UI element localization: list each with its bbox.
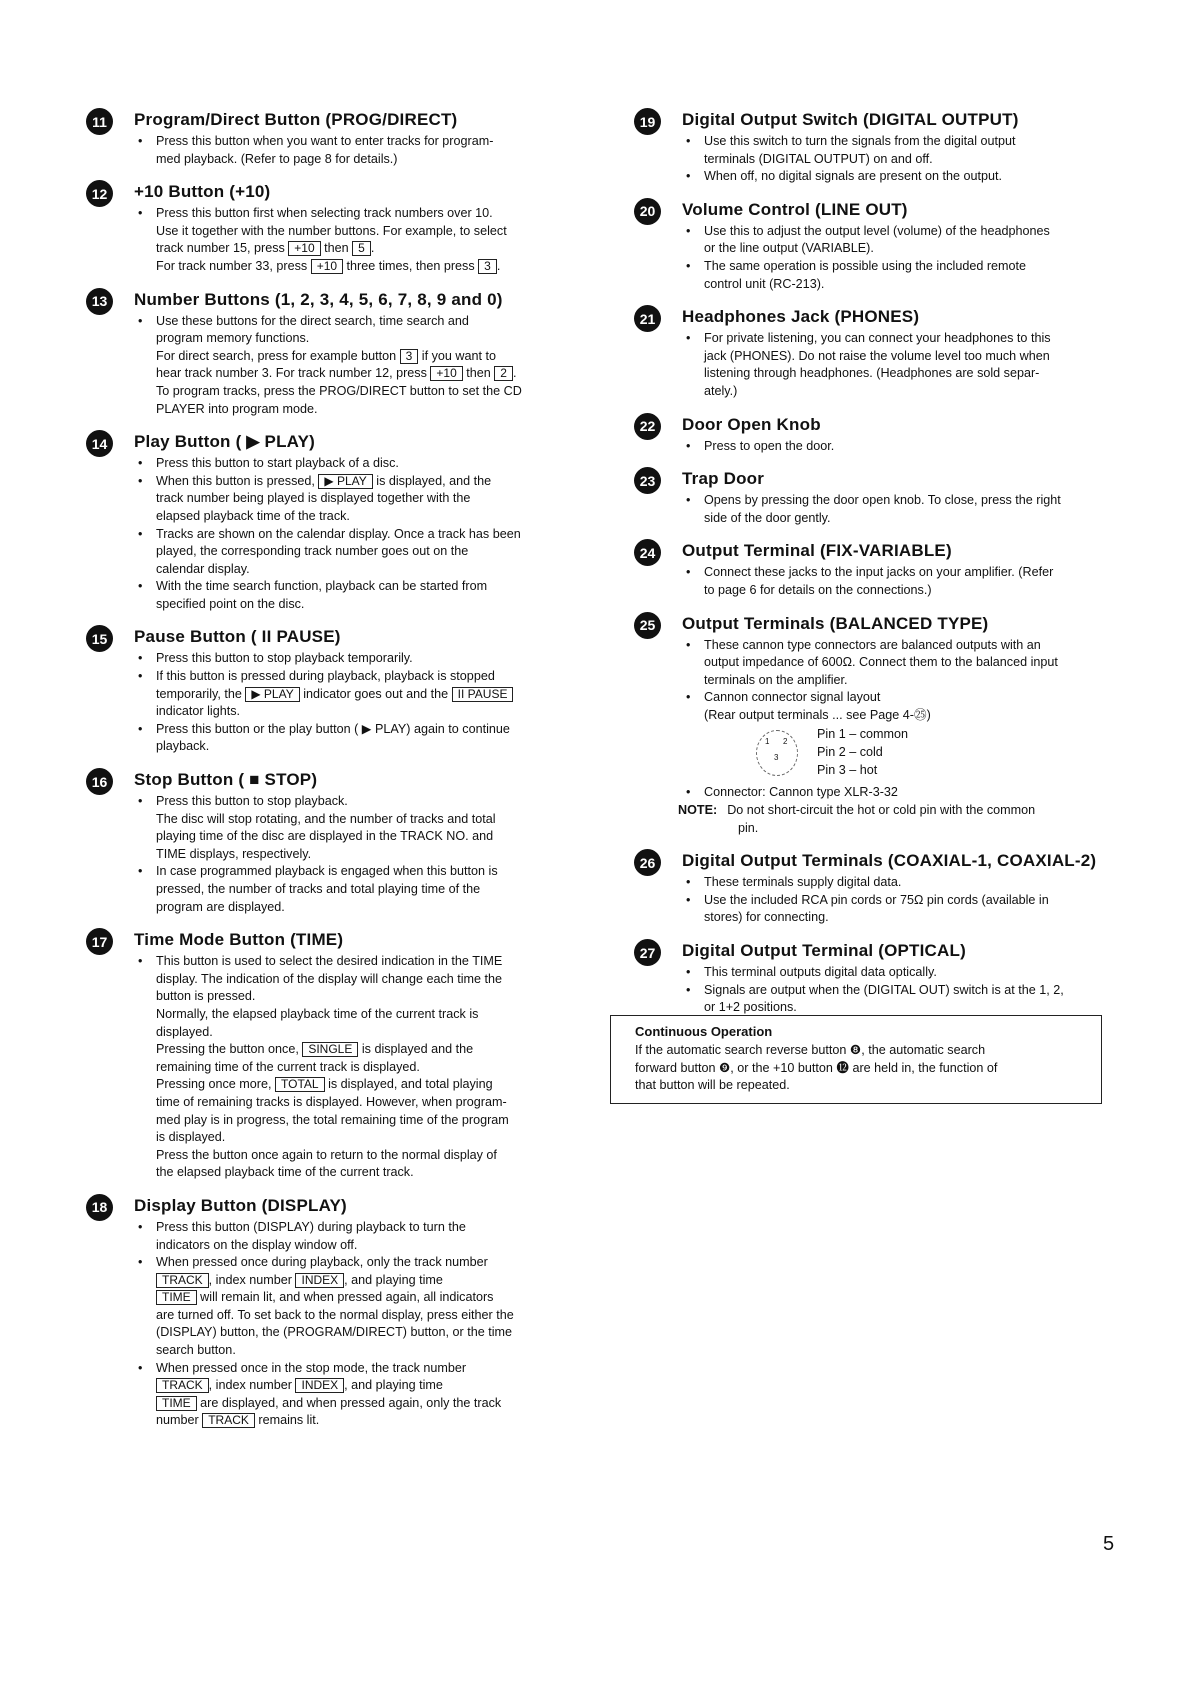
section-title: Digital Output Terminal (OPTICAL) <box>682 941 966 961</box>
bullet-item: • When off, no digital signals are present on the output. <box>682 168 1110 186</box>
section-title: Play Button ( ▶ PLAY) <box>134 432 315 452</box>
item-number-badge: 24 <box>634 539 661 566</box>
section-22 <box>620 415 1110 456</box>
play-indicator-label: ▶ PLAY <box>318 474 372 489</box>
bullet-item: • Connector: Cannon type XLR-3-32 <box>682 784 1110 802</box>
bullet-item: • In case programmed playback is engaged when this button is pressed, the number of tracks and total playing time of the program are displayed. <box>134 863 582 916</box>
bullet-item: • Connect these jacks to the input jacks on your amplifier. (Refer to page 6 for details on the connections.) <box>682 564 1110 599</box>
connector-outline: 1 2 3 <box>756 730 798 776</box>
page-number: 5 <box>1103 1533 1115 1555</box>
time-indicator-label: TIME <box>156 1290 197 1305</box>
total-indicator-label: TOTAL <box>275 1077 325 1092</box>
bullet-item: • Press to open the door. <box>682 438 1110 456</box>
section-title: +10 Button (+10) <box>134 182 271 202</box>
pin-legend: Pin 1 – common Pin 2 – cold Pin 3 – hot <box>817 727 908 777</box>
section-title: Program/Direct Button (PROG/DIRECT) <box>134 110 458 129</box>
item-number-badge: 26 <box>634 849 661 876</box>
section-title: Door Open Knob <box>682 414 821 434</box>
section-17 <box>72 930 582 1182</box>
bullet-item: • With the time search function, playback can be started from specified point on the disc. <box>134 578 582 613</box>
section-title: Stop Button ( ■ STOP) <box>134 770 318 790</box>
right-column <box>620 110 1110 1031</box>
item-number-badge: 23 <box>634 467 661 494</box>
key-label: 3 <box>478 259 497 274</box>
play-indicator-label: ▶ PLAY <box>245 687 299 702</box>
key-label: 2 <box>494 366 513 381</box>
item-number-badge: 25 <box>634 612 661 639</box>
item-number-badge: 22 <box>634 413 661 440</box>
section-title: Output Terminals (BALANCED TYPE) <box>682 613 989 633</box>
bullet-item: • Use this switch to turn the signals from the digital output terminals (DIGITAL OUTPUT) on and off. <box>682 133 1110 168</box>
section-title: Digital Output Terminals (COAXIAL-1, COAXIAL-2) <box>682 851 1097 871</box>
section-title: Time Mode Button (TIME) <box>134 930 344 950</box>
bullet-item: • Opens by pressing the door open knob. To close, press the right side of the door gently. <box>682 492 1110 527</box>
item-number-badge: 12 <box>86 180 113 207</box>
bullet-item: • Use these buttons for the direct search, time search and program memory functions. For direct search, press for example button 3 if you want to hear track number 3. For track number 12, press +10 then 2 . To program tracks, press the PROG/DIRECT button to set the CD PLAYER into program mode. <box>134 313 582 419</box>
item-number-badge: 14 <box>86 430 113 457</box>
section-11 <box>72 110 582 168</box>
key-label: 3 <box>400 349 419 364</box>
bullet-item: • Press this button to start playback of a disc. <box>134 455 582 473</box>
section-title: Headphones Jack (PHONES) <box>682 307 920 327</box>
bullet-item: • Press this button to stop playback. <box>134 793 582 811</box>
item-number-badge: 21 <box>634 305 661 332</box>
bullet-item: • Use the included RCA pin cords or 75Ω pin cords (available in stores) for connecting. <box>682 892 1110 927</box>
index-indicator-label: INDEX <box>295 1273 344 1288</box>
section-title: Volume Control (LINE OUT) <box>682 199 908 219</box>
box-title: Continuous Operation <box>635 1024 773 1039</box>
section-24 <box>620 541 1110 599</box>
section-title: Output Terminal (FIX-VARIABLE) <box>682 541 952 561</box>
section-21 <box>620 307 1110 400</box>
section-16 <box>72 770 582 916</box>
item-number-badge: 16 <box>86 768 113 795</box>
item-number-badge: 15 <box>86 625 113 652</box>
key-label: 5 <box>352 241 371 256</box>
bullet-item: • Tracks are shown on the calendar display. Once a track has been played, the corresponding track number goes out on the calendar display. <box>134 526 582 579</box>
bullet-item: • Press this button to stop playback temporarily. <box>134 650 582 668</box>
section-19 <box>620 110 1110 186</box>
text-line: TIME displays, respectively. <box>156 846 312 861</box>
bullet-item: • These terminals supply digital data. <box>682 874 1110 892</box>
left-column <box>72 110 582 1444</box>
item-number-badge: 11 <box>86 108 113 135</box>
bullet-item: • Press this button first when selecting track numbers over 10. Use it together with the number buttons. For example, to select track number 15, press +10 then 5 . For track number 33, press +10 three times, then press 3 . <box>134 205 582 275</box>
section-25 <box>620 614 1110 838</box>
bullet-item: • The same operation is possible using the included remote control unit (RC-213). <box>682 258 1110 293</box>
item-number-badge: 27 <box>634 939 661 966</box>
section-27 <box>620 941 1110 1017</box>
track-indicator-label: TRACK <box>202 1413 255 1428</box>
bullet-item: • Press this button when you want to enter tracks for program- med playback. (Refer to page 8 for details.) <box>134 133 582 168</box>
section-18 <box>72 1196 582 1430</box>
track-indicator-label: TRACK <box>156 1273 209 1288</box>
section-12 <box>72 182 582 275</box>
key-label: +10 <box>430 366 462 381</box>
section-13 <box>72 290 582 419</box>
bullet-item: • Press this button or the play button ( ▶ PLAY) again to continue playback. <box>134 721 582 756</box>
section-26 <box>620 851 1110 927</box>
bullet-item: • When this button is pressed, ▶ PLAY is displayed, and the track number being played is displayed together with the elapsed playback time of the track. <box>134 473 582 526</box>
single-indicator-label: SINGLE <box>302 1042 358 1057</box>
bullet-item: • These cannon type connectors are balanced outputs with an output impedance of 600Ω. Connect them to the balanced input terminals on the amplifier. <box>682 637 1110 690</box>
index-indicator-label: INDEX <box>295 1378 344 1393</box>
item-number-badge: 18 <box>86 1194 113 1221</box>
note: NOTE: Do not short-circuit the hot or cold pin with the common <box>678 803 1036 818</box>
section-20 <box>620 200 1110 293</box>
section-title: Trap Door <box>682 469 765 489</box>
bullet-item: • When pressed once in the stop mode, the track number TRACK , index number INDEX , and playing time TIME are displayed, and when pressed again, only the track number TRACK remains lit. <box>134 1360 582 1430</box>
section-15 <box>72 627 582 756</box>
item-number-badge: 20 <box>634 198 661 225</box>
item-number-badge: 17 <box>86 928 113 955</box>
track-indicator-label: TRACK <box>156 1378 209 1393</box>
bullet-item: • This button is used to select the desired indication in the TIME display. The indication of the display will change each time the button is pressed. Normally, the elapsed playback time of the current track is displayed. Pressing the button once, SINGLE is displayed and the remaining time of the current track is displayed. Pressing once more, TOTAL is displayed, and total playing time of remaining tracks is displayed. However, when program- med play is in progress, the total remaining time of the program is displayed. Press the button once again to return to the normal display of the elapsed playback time of the current track. <box>134 953 582 1182</box>
text-line: playing time of the disc are displayed in the TRACK NO. and <box>156 829 494 844</box>
pause-indicator-label: II PAUSE <box>452 687 514 702</box>
bullet-item: • This terminal outputs digital data optically. <box>682 964 1110 982</box>
bullet-item: • Use this to adjust the output level (volume) of the headphones or the line output (VARIABLE). <box>682 223 1110 258</box>
section-14 <box>72 432 582 613</box>
section-title: Number Buttons (1, 2, 3, 4, 5, 6, 7, 8, 9 and 0) <box>134 289 503 309</box>
bullet-item: • Press this button (DISPLAY) during playback to turn the indicators on the display window off. <box>134 1219 582 1254</box>
key-label: +10 <box>288 241 320 256</box>
bullet-item: • If this button is pressed during playback, playback is stopped temporarily, the ▶ PLAY indicator goes out and the II PAUSE indicator lights. <box>134 668 582 721</box>
section-title: Pause Button ( II PAUSE) <box>134 627 341 647</box>
bullet-item: • When pressed once during playback, only the track number TRACK , index number INDEX , and playing time TIME will remain lit, and when pressed again, all indicators are turned off. To set back to the normal display, press either the (DISPLAY) button, the (PROGRAM/DIRECT) button, or the time search button. <box>134 1254 582 1360</box>
item-number-badge: 13 <box>86 288 113 315</box>
bullet-item: • For private listening, you can connect your headphones to this jack (PHONES). Do not raise the volume level too much when listening through headphones. (Headphones are sold separ- ately.) <box>682 330 1110 400</box>
text-line: The disc will stop rotating, and the number of tracks and total <box>156 811 496 826</box>
continuous-operation-box <box>610 1015 1102 1104</box>
key-label: +10 <box>311 259 343 274</box>
bullet-item: • Cannon connector signal layout (Rear output terminals ... see Page 4-㉕) <box>682 689 1110 724</box>
note-continuation: pin. <box>738 820 759 835</box>
section-23 <box>620 469 1110 527</box>
cannon-connector-diagram <box>682 726 1110 782</box>
item-number-badge: 19 <box>634 108 661 135</box>
box-text: If the automatic search reverse button ❽, the automatic search forward button ❾, or the +10 button ⓬ are held in, the function of that button will be repeated. <box>635 1043 998 1093</box>
section-title: Digital Output Switch (DIGITAL OUTPUT) <box>682 110 1019 129</box>
section-title: Display Button (DISPLAY) <box>134 1195 347 1215</box>
time-indicator-label: TIME <box>156 1396 197 1411</box>
bullet-item: • Signals are output when the (DIGITAL OUT) switch is at the 1, 2, or 1+2 positions. <box>682 982 1110 1017</box>
